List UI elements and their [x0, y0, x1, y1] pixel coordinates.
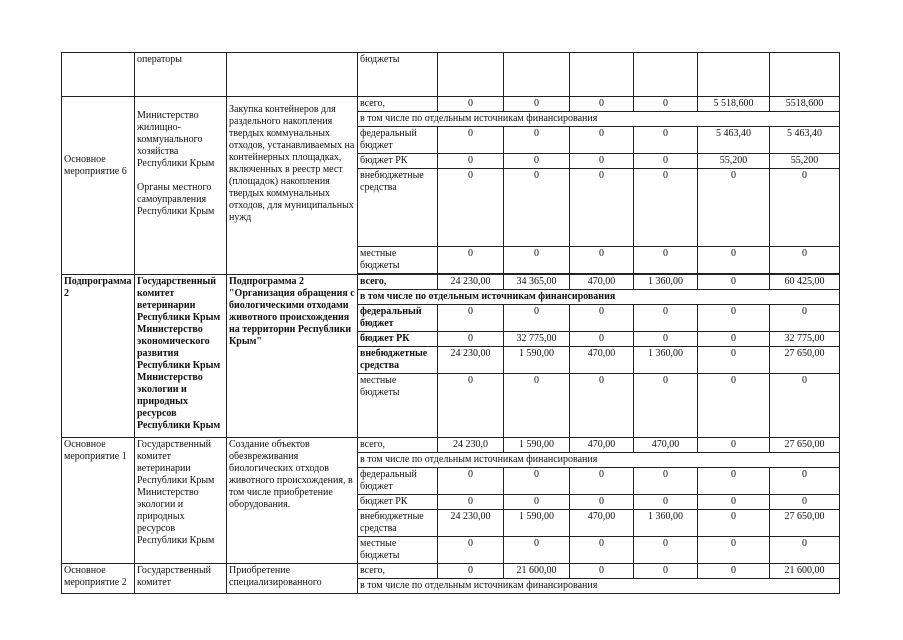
description-cell [227, 53, 358, 97]
source-cell: всего, [358, 275, 438, 290]
source-cell: федеральный бюджет [358, 127, 438, 154]
description-cell: Подпрограмма 2 "Организация обращения с биологическими отходами животного происхождения на территории Республики Крым" [227, 275, 358, 438]
source-cell: внебюджетные средства [358, 510, 438, 537]
table-row: федеральный бюджет 0 0 0 0 0 0 [62, 305, 840, 332]
executor-cell: Государственный комитет ветеринарии Республики Крым Министерство экономического развития Республики Крым Министерство экологии и природных ресурсов Республики Крым [135, 275, 227, 438]
table-row: местные бюджеты 0 0 0 0 0 0 [62, 247, 840, 274]
funding-sources-note: в том числе по отдельным источникам финансирования [358, 112, 840, 127]
table-row: местные бюджеты 0 0 0 0 0 0 [62, 374, 840, 438]
table-row: Основное мероприятие 6 Министерство жилищно-коммунального хозяйства Республики Крым Органы местного самоуправления Республики Крым Закупка контейнеров для раздельного накопления твердых коммунальных отходов, устанавливаемых на контейнерных площадках, включенных в реестр мест (площадок) накопления твердых коммунальных отходов, для муниципальных нужд всего, 0 0 0 0 5 518,600 5518,600 [62, 97, 840, 112]
source-cell: внебюджетные средства [358, 169, 438, 247]
source-cell: местные бюджеты [358, 247, 438, 274]
source-cell: всего, [358, 564, 438, 579]
source-cell: федеральный бюджет [358, 305, 438, 332]
source-cell: местные бюджеты [358, 537, 438, 564]
event-cell: Основное мероприятие 2 [62, 564, 135, 594]
budget-table-page [61, 52, 840, 594]
executor-cell: Государственный комитет ветеринарии Республики Крым Министерство экологии и природных ресурсов Республики Крым [135, 438, 227, 564]
source-cell: бюджет РК [358, 495, 438, 510]
source-cell: бюджет РК [358, 332, 438, 347]
source-cell: бюджет РК [358, 154, 438, 169]
description-cell: Создание объектов обезвреживания биологических отходов животного происхождения, в том числе приобретение оборудования. [227, 438, 358, 564]
description-cell: Приобретение специализированного [227, 564, 358, 594]
source-cell: федеральный бюджет [358, 468, 438, 495]
table-row [62, 53, 840, 97]
source-cell: всего, [358, 97, 438, 112]
executor-cell: операторы [135, 53, 227, 97]
table-row: федеральный бюджет 0 0 0 0 5 463,40 5 463,40 [62, 127, 840, 154]
event-cell: Основное мероприятие 6 [62, 97, 135, 275]
source-cell: местные бюджеты [358, 374, 438, 438]
event-cell: Подпрограмма 2 [62, 275, 135, 438]
source-cell: внебюджетные средства [358, 347, 438, 374]
executor-cell: Государственный комитет [135, 564, 227, 594]
table-row: внебюджетные средства 0 0 0 0 0 0 [62, 169, 840, 247]
budget-table [61, 52, 840, 594]
table-row: внебюджетные средства 24 230,00 1 590,00 470,00 1 360,00 0 27 650,00 [62, 347, 840, 374]
executor-cell [135, 97, 227, 275]
table-row: бюджет РК 0 0 0 0 0 0 [62, 495, 840, 510]
table-row: бюджет РК 0 32 775,00 0 0 0 32 775,00 [62, 332, 840, 347]
table-row: Основное мероприятие 2 Государственный комитет Приобретение специализированного всего, 0 21 600,00 0 0 0 21 600,00 [62, 564, 840, 579]
event-cell [62, 53, 135, 97]
executor-a: Министерство жилищно-коммунального хозяйства Республики Крым [137, 110, 215, 169]
source-cell: всего, [358, 438, 438, 453]
source-cell: бюджеты [358, 53, 438, 97]
table-row: Основное мероприятие 1 Государственный комитет ветеринарии Республики Крым Министерство экологии и природных ресурсов Республики Крым Создание объектов обезвреживания биологических отходов животного происхождения, в том числе приобретение оборудования. всего, 24 230,0 1 590,00 470,00 470,00 0 27 650,00 [62, 438, 840, 453]
table-row: бюджет РК 0 0 0 0 55,200 55,200 [62, 154, 840, 169]
funding-sources-note: в том числе по отдельным источникам финансирования [358, 579, 840, 594]
table-row: Подпрограмма 2 Государственный комитет ветеринарии Республики Крым Министерство экономического развития Республики Крым Министерство экологии и природных ресурсов Республики Крым Подпрограмма 2 "Организация обращения с биологическими отходами животного происхождения на территории Республики Крым" всего, 24 230,00 34 365,00 470,00 1 360,00 0 60 425,00 [62, 275, 840, 290]
executor-b: Органы местного самоуправления Республики Крым [137, 182, 215, 217]
description-cell: Закупка контейнеров для раздельного накопления твердых коммунальных отходов, устанавливаемых на контейнерных площадках, включенных в реестр мест (площадок) накопления твердых коммунальных отходов, для муниципальных нужд [227, 97, 358, 275]
funding-sources-note: в том числе по отдельным источникам финансирования [358, 453, 840, 468]
table-row: федеральный бюджет 0 0 0 0 0 0 [62, 468, 840, 495]
event-cell: Основное мероприятие 1 [62, 438, 135, 564]
funding-sources-note: в том числе по отдельным источникам финансирования [358, 290, 840, 305]
table-row: внебюджетные средства 24 230,00 1 590,00 470,00 1 360,00 0 27 650,00 [62, 510, 840, 537]
table-row: местные бюджеты 0 0 0 0 0 0 [62, 537, 840, 564]
